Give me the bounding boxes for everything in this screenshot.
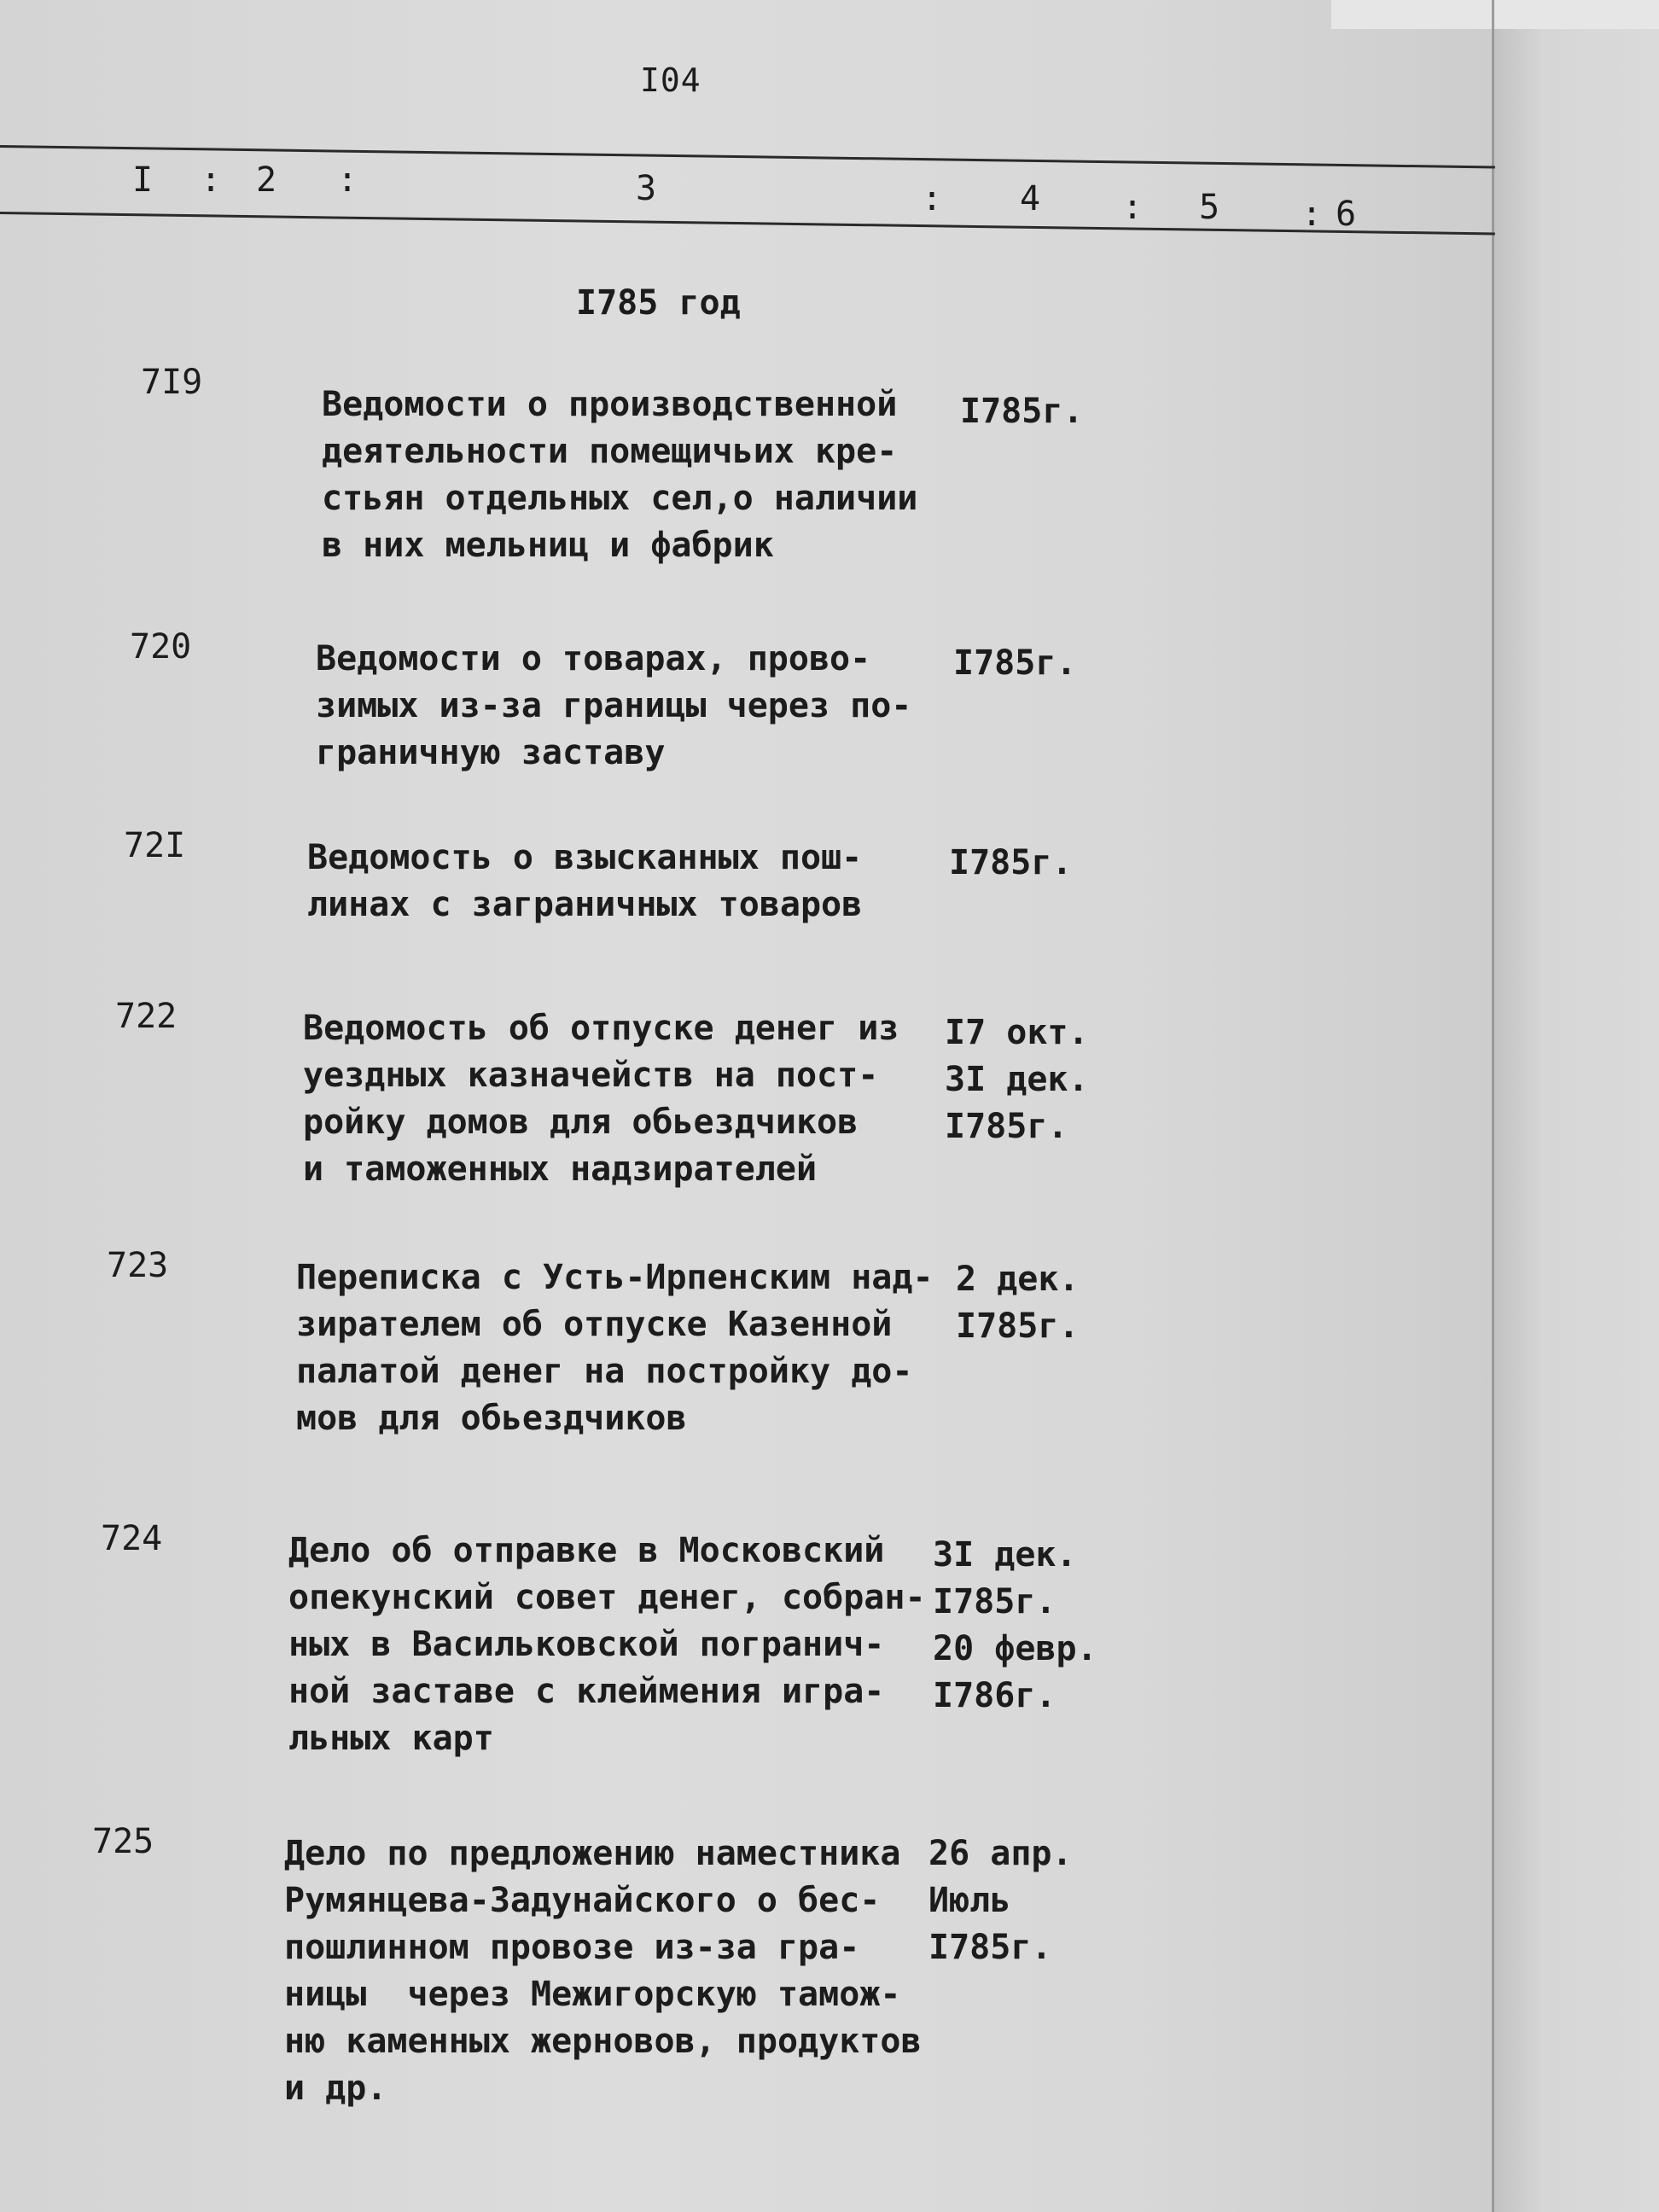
entry-dates: I785г.	[949, 843, 1073, 882]
column-separator: :	[922, 179, 943, 218]
column-header-3: 3	[636, 169, 657, 208]
column-separator: :	[201, 160, 222, 200]
entry-dates: 3I дек. I785г. 20 февр. I786г.	[933, 1535, 1097, 1715]
entry-dates: 26 апр. Июль I785г.	[928, 1834, 1073, 1967]
entry-description: Ведомости о товарах, прово- зимых из-за границы через по- граничную заставу	[316, 639, 912, 772]
entry-number: 720	[130, 627, 192, 667]
entry-description: Ведомости о производственной деятельности помещичьих кре- стьян отдельных сел,о наличии в них мельниц и фабрик	[322, 385, 918, 565]
underlying-page	[1494, 0, 1659, 2212]
entry-description: Дело об отправке в Московский опекунский совет денег, собран- ных в Васильковской погранич- ной заставе с клеймения игра- льных карт	[288, 1531, 926, 1758]
entry-number: 725	[92, 1822, 154, 1861]
paper-edge	[1331, 0, 1659, 29]
entry-number: 72I	[124, 826, 186, 865]
entry-dates: I785г.	[953, 643, 1077, 683]
entry-dates: 2 дек. I785г.	[956, 1260, 1080, 1346]
entry-dates: I785г.	[960, 392, 1084, 431]
entry-description: Ведомость о взысканных пош- линах с заграничных товаров	[307, 838, 863, 924]
entry-number: 722	[115, 997, 178, 1036]
entry-number: 7I9	[141, 363, 203, 402]
entry-number: 723	[107, 1246, 169, 1285]
column-header-6: 6	[1336, 195, 1357, 234]
entry-description: Переписка с Усть-Ирпенским над- зирателем об отпуске Казенной палатой денег на постройку до- мов для обьездчиков	[296, 1258, 934, 1438]
column-header-4: 4	[1020, 179, 1041, 218]
entry-dates: I7 окт. 3I дек. I785г.	[945, 1013, 1089, 1146]
column-header-1: I	[132, 160, 154, 200]
year-heading: I785 год	[576, 283, 741, 323]
page-edge-line	[1492, 0, 1494, 2212]
column-separator: :	[1301, 195, 1323, 234]
column-separator: :	[1122, 188, 1144, 227]
column-header-5: 5	[1199, 188, 1220, 227]
column-separator: :	[337, 160, 358, 200]
column-header-2: 2	[256, 160, 277, 200]
entry-description: Дело по предложению наместника Румянцева-Задунайского о бес- пошлинном провозе из-за гра- ницы через Межигорскую тамож- ню каменных жерновов, продуктов и др.	[284, 1834, 922, 2108]
entry-number: 724	[101, 1519, 163, 1558]
page-number: I04	[640, 61, 701, 99]
entry-description: Ведомость об отпуске денег из уездных казначейств на пост- ройку домов для обьездчиков и таможенных надзирателей	[303, 1009, 899, 1189]
